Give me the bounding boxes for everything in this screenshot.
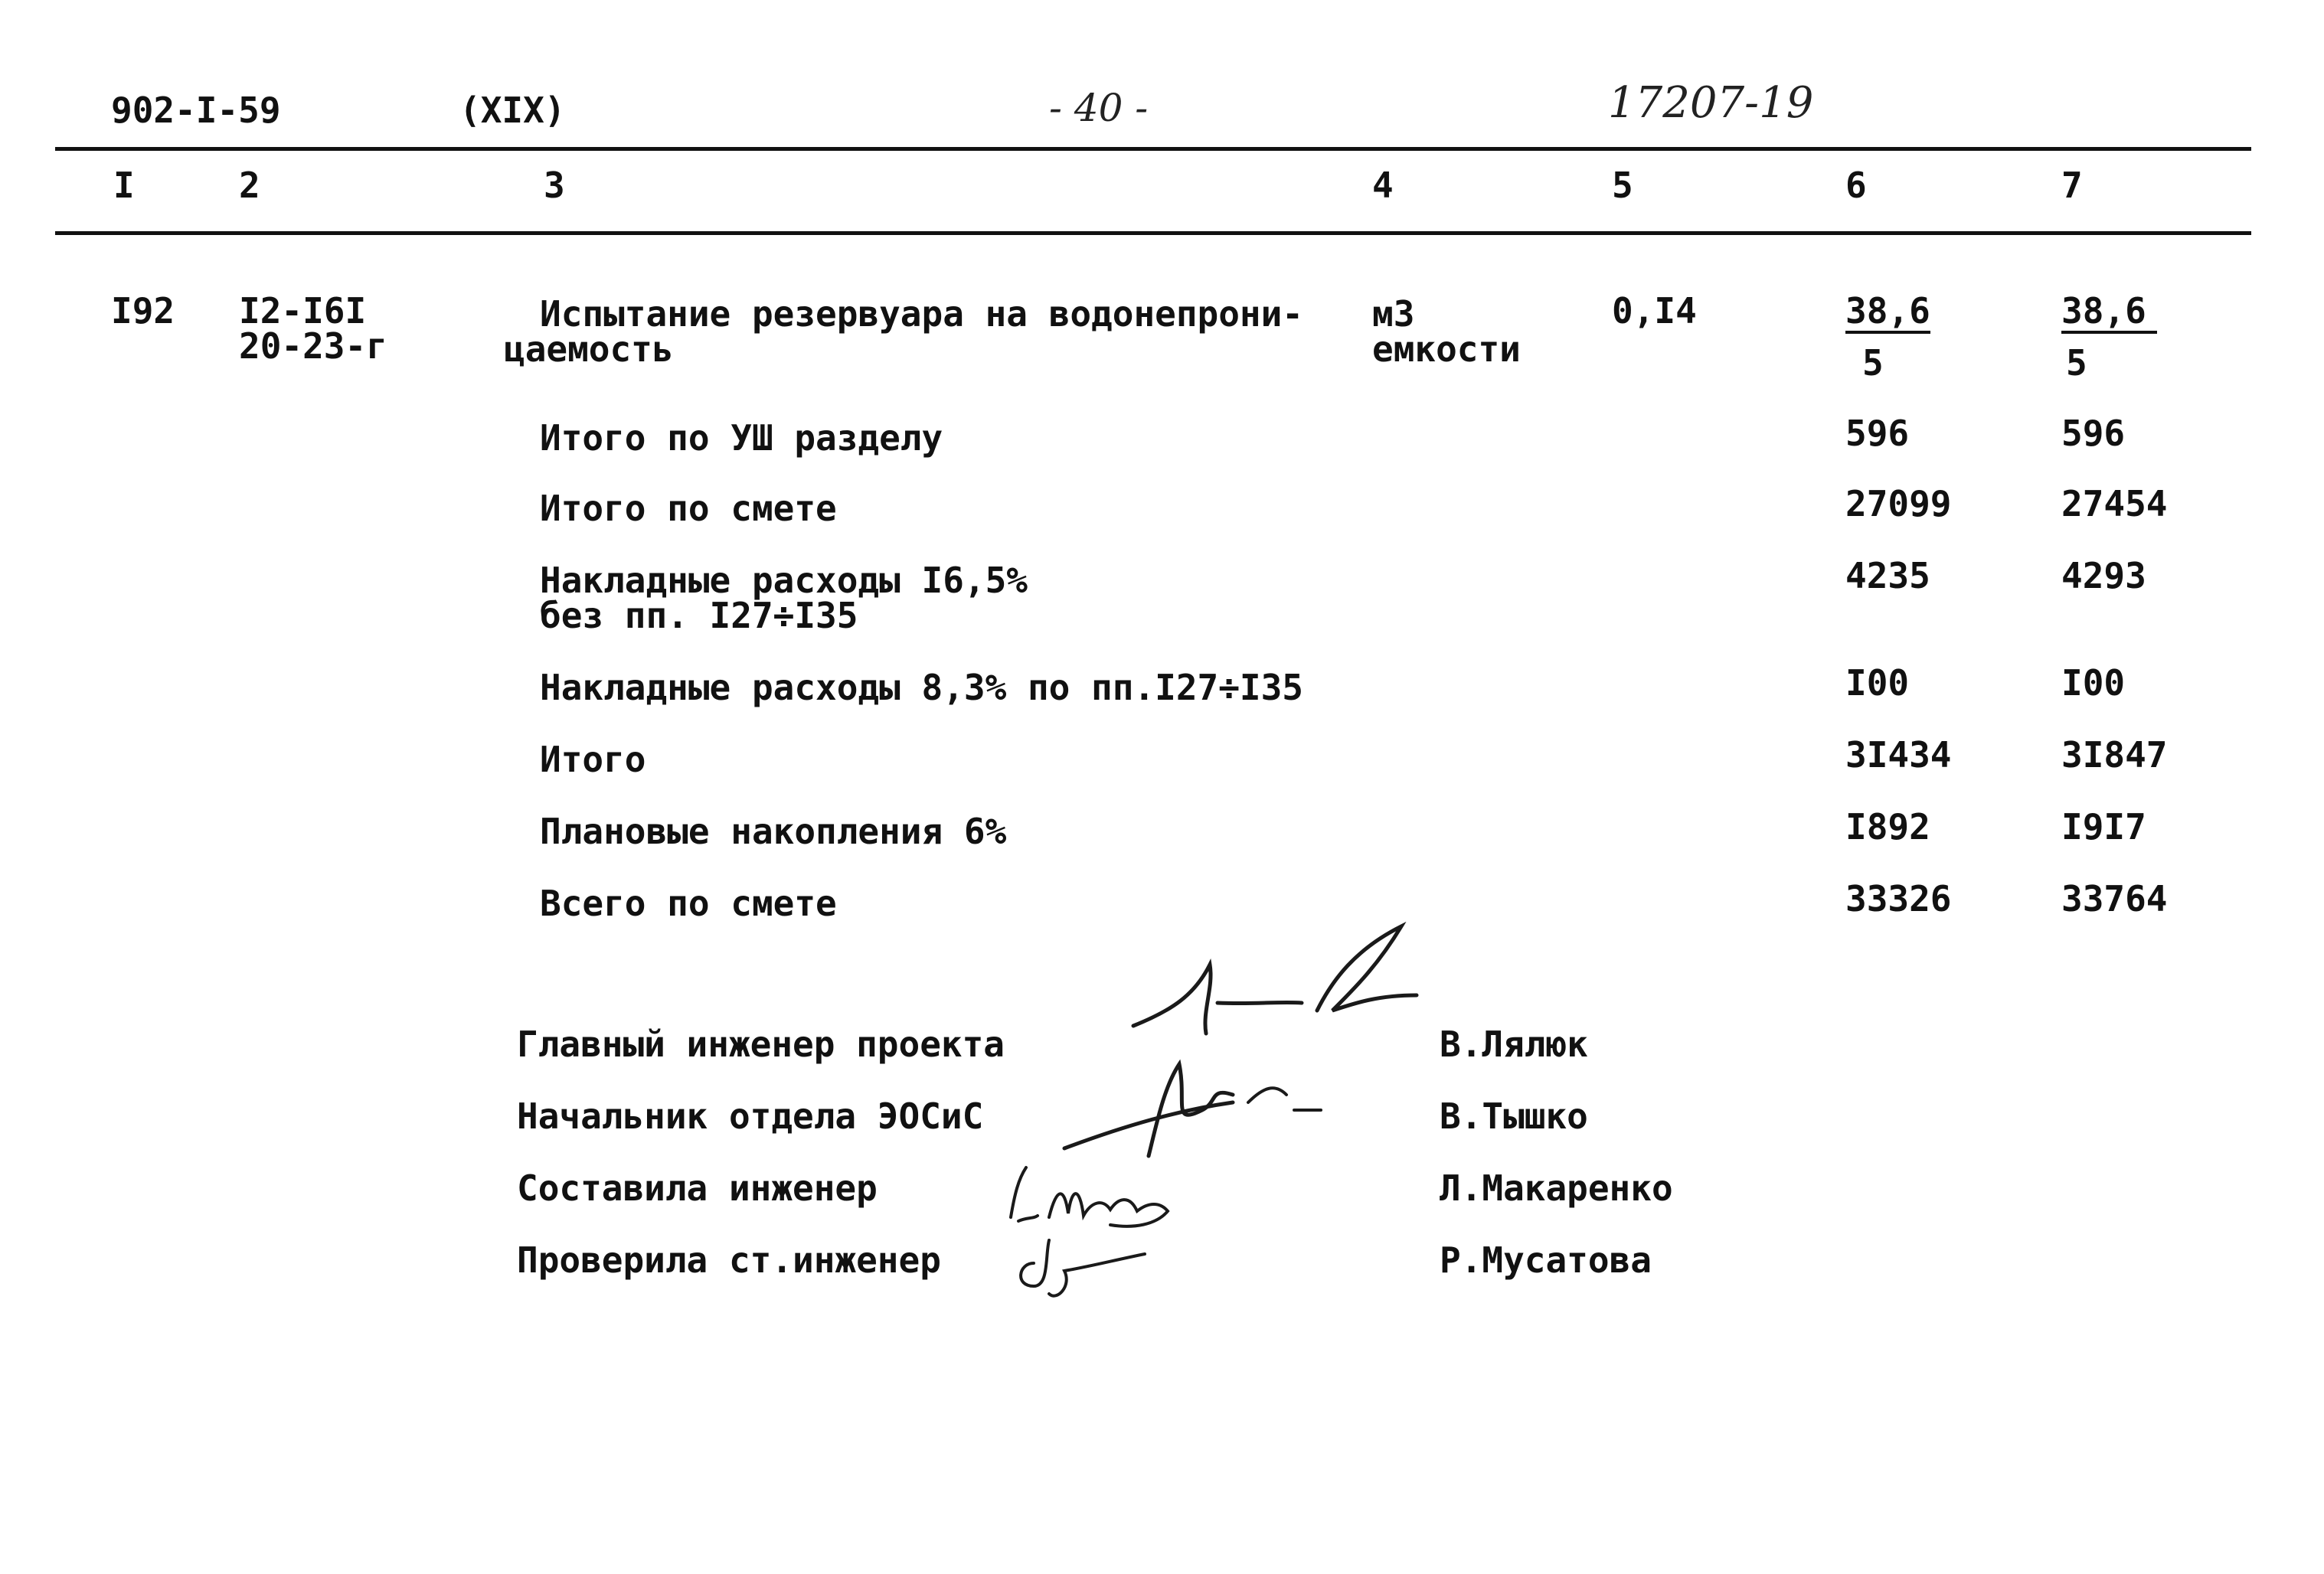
total-row-label: Итого: [540, 739, 646, 780]
total-row-label: Всего по смете: [540, 883, 837, 924]
col-header-3: 3: [544, 165, 565, 206]
header-rule-bottom: [55, 231, 2251, 235]
item-col7-value: 38,6: [2061, 292, 2157, 334]
item-code-line2: 20-23-г: [239, 325, 387, 367]
item-col6-subvalue: 5: [1862, 342, 1884, 384]
col-header-7: 7: [2061, 165, 2083, 206]
item-unit-line1: м3: [1372, 293, 1415, 335]
total-row-col6: 33326: [1845, 878, 1952, 919]
total-row-col6: 27099: [1845, 483, 1952, 524]
signatory-name: Р.Мусатова: [1440, 1239, 1652, 1281]
page-number: - 40 -: [1049, 86, 1149, 130]
total-row-label: Итого по УШ разделу: [540, 417, 943, 459]
signature-reviewer: [1003, 1225, 1156, 1309]
total-row-col6: I892: [1845, 806, 1930, 847]
signatory-role: Главный инженер проекта: [517, 1024, 1005, 1065]
register-number: 17207-19: [1608, 78, 1814, 128]
total-row-col7: 27454: [2061, 483, 2168, 524]
col-header-5: 5: [1612, 165, 1633, 206]
total-row-label: Накладные расходы 8,3% по пп.I27÷I35: [540, 667, 1303, 708]
signatory-role: Начальник отдела ЭОСиС: [517, 1096, 984, 1137]
signatory-role: Составила инженер: [517, 1167, 878, 1209]
section-number: (XIX): [459, 90, 566, 131]
item-description-line1: Испытание резервуара на водонепрони-: [540, 293, 1303, 335]
total-row-col7: 4293: [2061, 555, 2146, 596]
total-row-label-cont: без пп. I27÷I35: [540, 595, 858, 636]
item-unit-line2: емкости: [1372, 328, 1521, 370]
total-row-label: Итого по смете: [540, 488, 837, 529]
total-row-col7: 3I847: [2061, 734, 2168, 776]
total-row-label: Плановые накопления 6%: [540, 811, 1007, 852]
signatory-role: Проверила ст.инженер: [517, 1239, 941, 1281]
total-row-col6: 4235: [1845, 555, 1930, 596]
signatory-name: В.Тышко: [1440, 1096, 1588, 1137]
item-description-line2: цаемость: [504, 328, 674, 370]
total-row-col7: 33764: [2061, 878, 2168, 919]
signatory-name: Л.Макаренко: [1440, 1167, 1673, 1209]
total-row-col7: I9I7: [2061, 806, 2146, 847]
total-row-col7: 596: [2061, 413, 2126, 454]
total-row-label: Накладные расходы I6,5%: [540, 560, 1028, 601]
item-col6-value: 38,6: [1845, 292, 1930, 334]
item-col7-subvalue: 5: [2066, 342, 2087, 384]
item-code-line1: I2-I6I: [239, 290, 367, 331]
col-header-4: 4: [1372, 165, 1394, 206]
item-number: I92: [111, 290, 175, 331]
col-header-6: 6: [1845, 165, 1867, 206]
header-rule-top: [55, 147, 2251, 151]
col-header-2: 2: [239, 165, 260, 206]
col-header-1: I: [113, 165, 135, 206]
total-row-col6: 3I434: [1845, 734, 1952, 776]
total-row-col6: I00: [1845, 662, 1910, 704]
signatory-name: В.Лялюк: [1440, 1024, 1588, 1065]
signature-department-head: [1057, 1056, 1332, 1164]
total-row-col6: 596: [1845, 413, 1910, 454]
total-row-col7: I00: [2061, 662, 2126, 704]
signature-chief-engineer: [1126, 919, 1432, 1049]
doc-code: 902-I-59: [111, 90, 281, 131]
item-quantity: 0,I4: [1612, 290, 1697, 331]
